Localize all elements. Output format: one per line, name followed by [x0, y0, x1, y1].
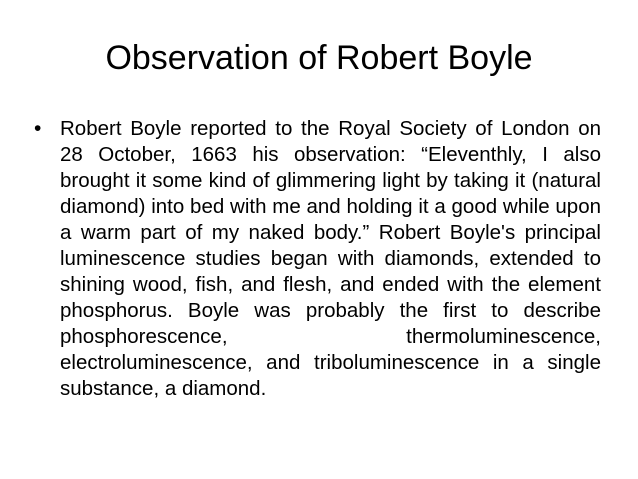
bullet-list: [34, 116, 601, 402]
bullet-item: [34, 116, 601, 402]
bullet-marker: •: [34, 117, 42, 140]
bullet-text: Robert Boyle reported to the Royal Society of London on 28 October, 1663 his observation: “Eleventhly, I also brought it some kind of glimmering light by taking it (natural diamond) into bed with me and holding it a good while upon a warm part of my naked body.” Robert Boyle's principal luminescence studies began with diamonds, extended to shining wood, fish, and flesh, and ended with the element phosphorus. Boyle was probably the first to describe phosphorescence, thermoluminescence, electroluminescence, and triboluminescence in a single substance, a diamond.: [60, 117, 601, 400]
slide-title: Observation of Robert Boyle: [105, 39, 533, 77]
